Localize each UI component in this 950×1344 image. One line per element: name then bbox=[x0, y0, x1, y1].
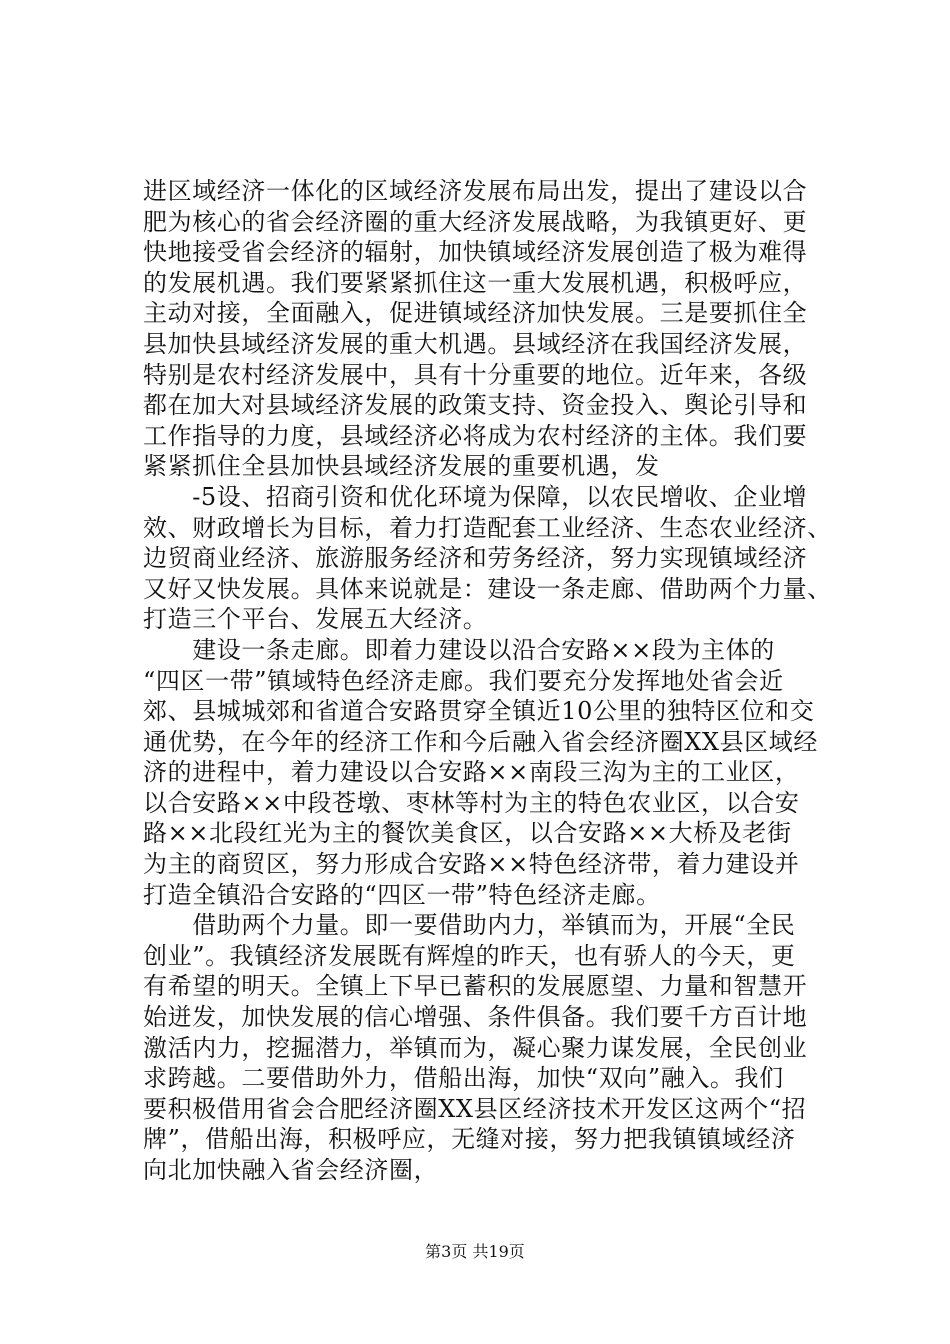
text-line: 始迸发，加快发展的信心增强、条件俱备。我们要千方百计地 bbox=[143, 1003, 808, 1032]
text-line: 的发展机遇。我们要紧紧抓住这一重大发展机遇，积极呼应， bbox=[143, 268, 808, 297]
text-line: 借助两个力量。即一要借助内力，举镇而为，开展“全民 bbox=[143, 911, 796, 940]
page-number-label: 第3页 共19页 bbox=[425, 1242, 525, 1261]
body-text bbox=[143, 176, 843, 1186]
text-line: 肥为核心的省会经济圈的重大经济发展战略，为我镇更好、更 bbox=[143, 207, 808, 236]
page-footer bbox=[0, 1242, 950, 1262]
text-line: 紧紧抓住全县加快县域经济发展的重要机遇，发 bbox=[143, 452, 660, 481]
text-line: 特别是农村经济发展中，具有十分重要的地位。近年来，各级 bbox=[143, 360, 808, 389]
text-line: 济的进程中，着力建设以合安路××南段三沟为主的工业区， bbox=[143, 758, 800, 787]
text-line: “四区一带”镇域特色经济走廊。我们要充分发挥地处省会近 bbox=[143, 666, 784, 695]
text-line: 边贸商业经济、旅游服务经济和劳务经济，努力实现镇域经济 bbox=[143, 544, 808, 573]
text-line: 求跨越。二要借助外力，借船出海，加快“双向”融入。我们 bbox=[143, 1064, 784, 1093]
text-line: 打造三个平台、发展五大经济。 bbox=[143, 605, 488, 634]
text-line: 工作指导的力度，县域经济必将成为农村经济的主体。我们要 bbox=[143, 421, 808, 450]
text-line: 建设一条走廊。即着力建设以沿合安路××段为主体的 bbox=[143, 635, 775, 664]
text-line: 有希望的明天。全镇上下早已蓄积的发展愿望、力量和智慧开 bbox=[143, 972, 808, 1001]
text-line: 效、财政增长为目标，着力打造配套工业经济、生态农业经济、 bbox=[143, 513, 832, 542]
text-line: 快地接受省会经济的辐射，加快镇域经济发展创造了极为难得 bbox=[143, 238, 808, 267]
text-line: 打造全镇沿合安路的“四区一带”特色经济走廊。 bbox=[143, 880, 661, 909]
text-line: 向北加快融入省会经济圈， bbox=[143, 1156, 439, 1184]
text-line: 进区域经济一体化的区域经济发展布局出发，提出了建设以合 bbox=[143, 177, 808, 205]
text-line: 以合安路××中段苍墩、枣林等村为主的特色农业区，以合安 bbox=[143, 788, 800, 817]
text-line: -5设、招商引资和优化环境为保障，以农民增收、企业增 bbox=[143, 482, 808, 511]
text-line: 创业”。我镇经济发展既有辉煌的昨天，也有骄人的今天，更 bbox=[143, 941, 796, 970]
text-line: 县加快县域经济发展的重大机遇。县域经济在我国经济发展， bbox=[143, 329, 808, 358]
text-line: 路××北段红光为主的餐饮美食区，以合安路××大桥及老街 bbox=[143, 819, 792, 848]
text-line: 通优势，在今年的经济工作和今后融入省会经济圈XX县区域经 bbox=[143, 727, 818, 756]
text-line: 牌”，借船出海，积极呼应，无缝对接，努力把我镇镇域经济 bbox=[143, 1125, 796, 1154]
text-line: 为主的商贸区，努力形成合安路××特色经济带，着力建设并 bbox=[143, 850, 800, 879]
text-line: 郊、县城城郊和省道合安路贯穿全镇近10公里的独特区位和交 bbox=[143, 697, 815, 726]
text-line: 要积极借用省会合肥经济圈XX县区经济技术开发区这两个“招 bbox=[143, 1094, 807, 1123]
text-line: 主动对接，全面融入，促进镇域经济加快发展。三是要抓住全 bbox=[143, 299, 808, 328]
text-line: 激活内力，挖掘潜力，举镇而为，凝心聚力谋发展，全民创业 bbox=[143, 1033, 808, 1062]
text-line: 都在加大对县域经济发展的政策支持、资金投入、舆论引导和 bbox=[143, 391, 808, 420]
text-line: 又好又快发展。具体来说就是：建设一条走廊、借助两个力量、 bbox=[143, 574, 832, 603]
